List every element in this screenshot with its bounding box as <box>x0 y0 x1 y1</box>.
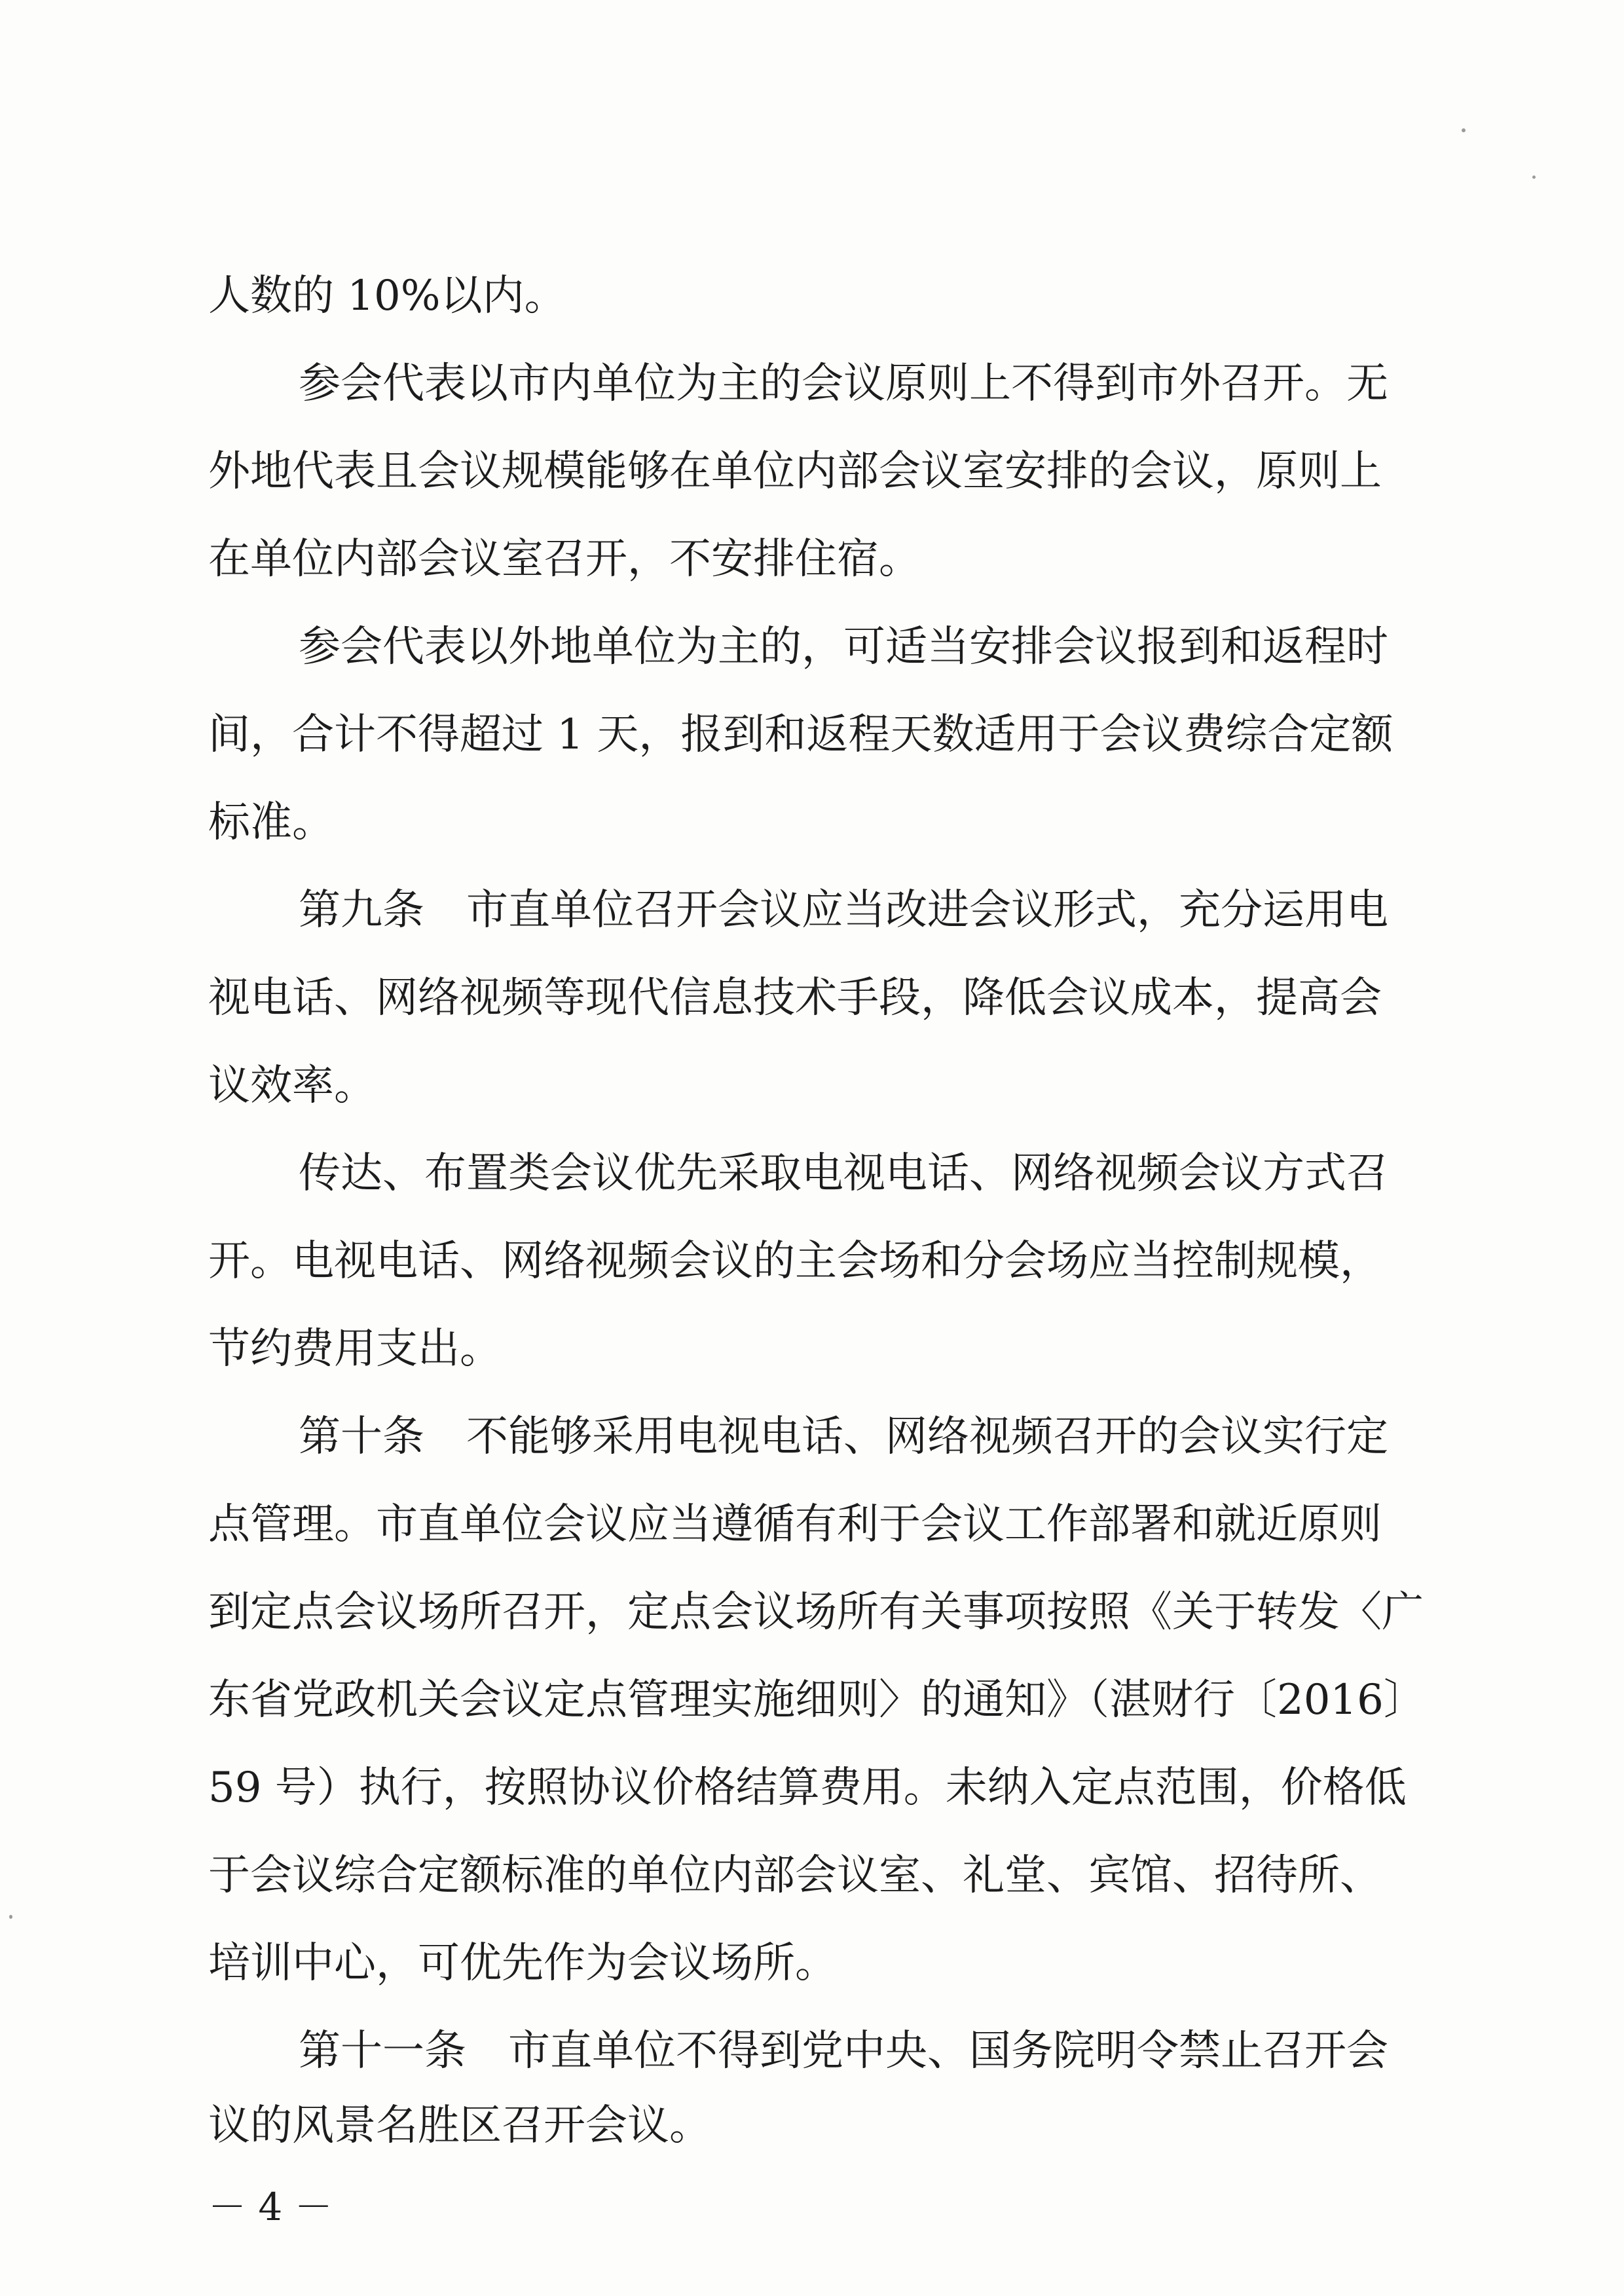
text-line: 议效率。 <box>208 1062 376 1110</box>
text-line: 东省党政机关会议定点管理实施细则〉的通知》（湛财行〔2016〕 <box>208 1676 1426 1724</box>
text-line: 第十条 不能够采用电视电话、网络视频召开的会议实行定 <box>299 1413 1388 1461</box>
text-line: 间，合计不得超过 1 天，报到和返程天数适用于会议费综合定额 <box>208 711 1393 759</box>
text-line: 第十一条 市直单位不得到党中央、国务院明令禁止召开会 <box>299 2027 1388 2075</box>
text-line: 外地代表且会议规模能够在单位内部会议室安排的会议，原则上 <box>208 447 1382 496</box>
scan-speck <box>9 1915 12 1919</box>
text-line: 在单位内部会议室召开，不安排住宿。 <box>208 535 921 583</box>
text-line: 参会代表以外地单位为主的，可适当安排会议报到和返程时 <box>299 623 1388 671</box>
text-line: 培训中心，可优先作为会议场所。 <box>208 1939 837 1988</box>
scan-speck <box>1462 128 1466 132</box>
text-line: 59 号）执行，按照协议价格结算费用。未纳入定点范围，价格低 <box>208 1764 1407 1812</box>
text-line: 第九条 市直单位召开会议应当改进会议形式，充分运用电 <box>299 886 1388 935</box>
text-line: 开。电视电话、网络视频会议的主会场和分会场应当控制规模， <box>208 1237 1382 1286</box>
text-line: 标准。 <box>208 798 334 847</box>
text-line: 视电话、网络视频等现代信息技术手段，降低会议成本，提高会 <box>208 974 1382 1022</box>
page-number: － 4 － <box>208 2185 333 2229</box>
text-line: 参会代表以市内单位为主的会议原则上不得到市外召开。无 <box>299 360 1388 408</box>
text-line: 人数的 10%以内。 <box>208 272 566 320</box>
text-line: 节约费用支出。 <box>208 1325 502 1373</box>
scan-speck <box>1532 176 1536 179</box>
text-line: 议的风景名胜区召开会议。 <box>208 2102 711 2150</box>
text-line: 点管理。市直单位会议应当遵循有利于会议工作部署和就近原则 <box>208 1500 1382 1549</box>
text-line: 传达、布置类会议优先采取电视电话、网络视频会议方式召 <box>299 1149 1388 1198</box>
text-line: 于会议综合定额标准的单位内部会议室、礼堂、宾馆、招待所、 <box>208 1851 1382 1900</box>
text-line: 到定点会议场所召开，定点会议场所有关事项按照《关于转发〈广 <box>208 1588 1424 1637</box>
